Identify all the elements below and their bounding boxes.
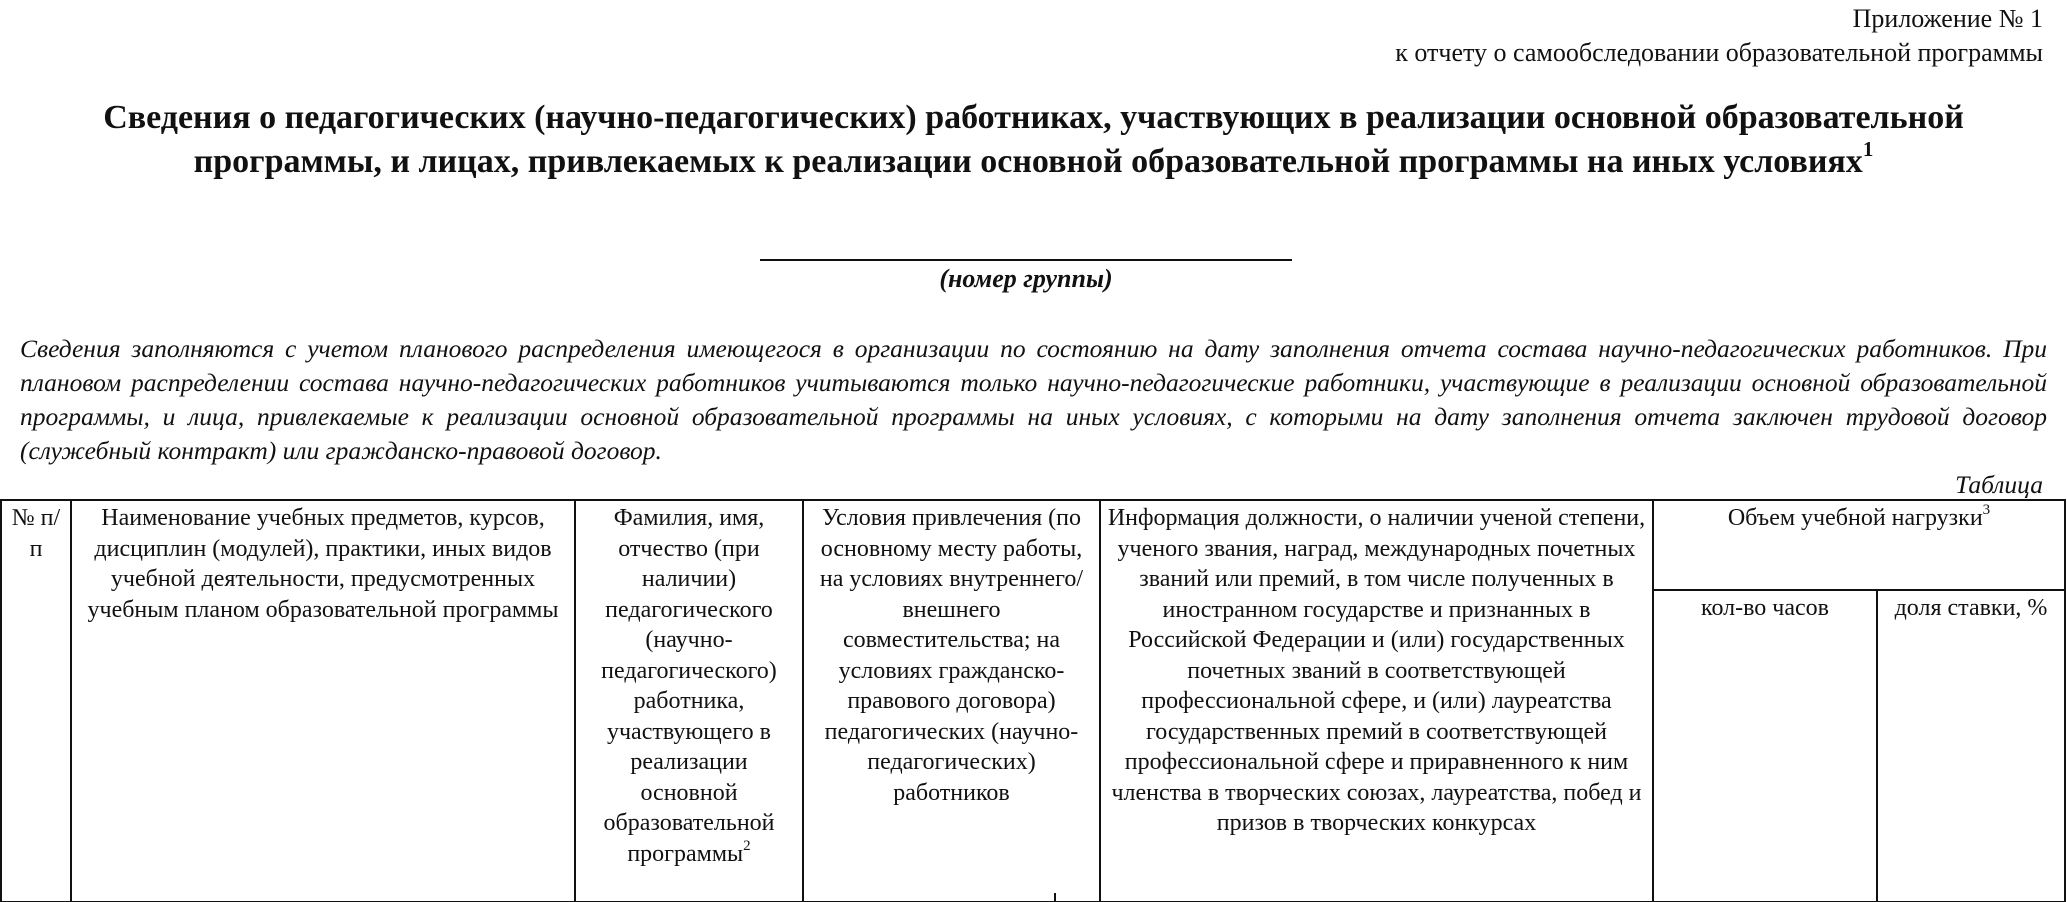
table-header-row [1,500,2065,590]
group-number-blank-line [760,259,1292,261]
appendix-reference: к отчету о самообследовании образовательной программы [1395,38,2043,67]
title-footnote-mark: 1 [1862,136,1874,161]
header-cell-full-name [575,500,803,902]
header-full-name-footnote: 2 [743,837,751,854]
title-line-2 [20,136,2047,184]
instructions-note: Сведения заполняются с учетом планового распределения имеющегося в организации по состоянию на дату заполнения отчета состава научно-педагогических работников. При плановом распределении состава научно-педагогических работников учитываются только научно-педагогические работники, участвующие в реализации основной образовательной программы, и лица, привлекаемые к реализации основной образовательной программы на иных условиях, с которыми на дату заполнения отчета заключен трудовой договор (служебный контракт) или гражданско-правовой договор. [20,334,2047,465]
appendix-number: Приложение № 1 [1852,4,2043,33]
group-number-label: (номер группы) [939,264,1113,293]
header-workload-footnote: 3 [1982,502,1991,518]
document-title [20,96,2047,184]
header-cell-number: № п/п [1,500,71,902]
title-line-1: Сведения о педагогических (научно-педагогических) работниках, участвующих в реализации основной образовательной [103,99,1964,136]
header-cell-hours: кол-во часов [1653,590,1877,902]
cropped-text-mark [1054,893,1056,902]
header-cell-subjects: Наименование учебных предметов, курсов, дисциплин (модулей), практики, иных видов учебной деятельности, предусмотренных учебным планом образовательной программы [71,500,575,902]
table-caption: Таблица [1955,470,2043,499]
staff-table [0,499,2066,902]
header-full-name-text: Фамилия, имя, отчество (при наличии) педагогического (научно-педагогического) работника, участвующего в реализации основной образовательной программы [601,505,777,867]
header-cell-rate-share: доля ставки, % [1877,590,2065,902]
title-line-2-text: программы, и лицах, привлекаемых к реализации основной образовательной программы на иных условиях [193,143,1863,180]
header-cell-conditions: Условия привлечения (по основному месту работы, на условиях внутреннего/ внешнего совместительства; на условиях гражданско-правового договора) педагогических (научно-педагогических) работников [803,500,1100,902]
appendix-header [1395,2,2043,70]
header-workload-text: Объем учебной нагрузки [1727,505,1983,531]
header-cell-workload [1653,500,2065,590]
header-cell-position-info: Информация должности, о наличии ученой степени, ученого звания, наград, международных почетных званий или премий, в том числе полученных в иностранном государстве и признанных в Российской Федерации и (или) государственных почетных званий в соответствующей профессиональной сфере, и (или) лауреатства государственных премий в соответствующей профессиональной сфере и приравненного к ним членства в творческих союзах, лауреатства, побед и призов в творческих конкурсах [1100,500,1653,902]
